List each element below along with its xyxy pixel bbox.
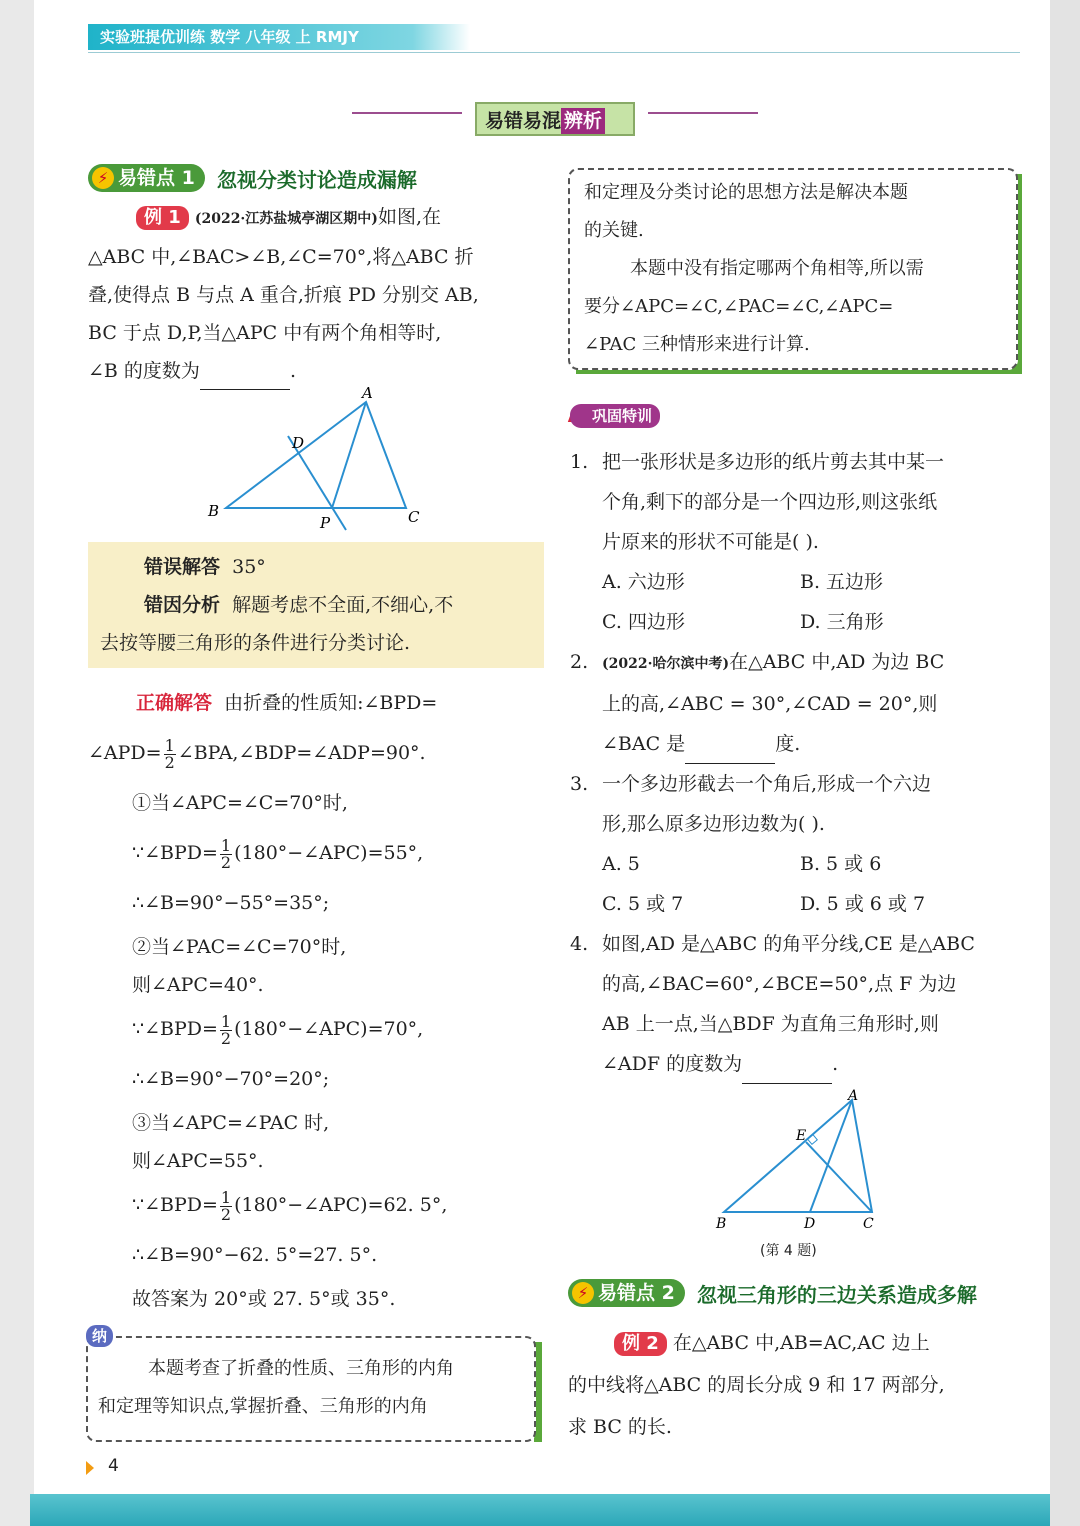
case-3: ③当∠APC=∠PAC 时, [132,1112,330,1134]
q1-line-2: 个角,剩下的部分是一个四边形,则这张纸 [602,491,938,513]
label-b: B [208,502,220,520]
q2-source: (2022·哈尔滨中考) [602,656,730,672]
example-2-line-2: 的中线将△ABC 的周长分成 9 和 17 两部分, [568,1374,945,1396]
q2-number: 2. [570,651,589,673]
bisector-ad [810,1100,852,1212]
example-2-tag: 例 2 [614,1332,667,1356]
case-2-a: ∵∠BPD= [132,1018,218,1040]
summary-line-1: 本题考查了折叠的性质、三角形的内角 [148,1358,454,1379]
numerator: 1 [220,835,232,855]
question-3 [570,764,1026,804]
correct-line-1b: ∠BPA,∠BDP=∠ADP=90°. [177,742,426,764]
example-1-line-1: 如图,在 [377,206,441,228]
label-a: A [362,384,373,402]
summary-line-2: 和定理等知识点,掌握折叠、三角形的内角 [98,1396,428,1417]
case-3-a: ∵∠BPD= [132,1194,218,1216]
q3-option-b: B. 5 或 6 [800,853,882,875]
example-1-tag: 例 1 [136,206,189,230]
q2-line-3a: ∠BAC 是 [602,733,686,755]
title-rule-right [648,112,758,114]
denominator: 2 [220,1028,232,1048]
q1-option-a: A. 六边形 [602,571,685,593]
q1-option-c: C. 四边形 [602,611,685,633]
label-a: A [848,1088,859,1104]
q2-line-1: 在△ABC 中,AD 为边 BC [729,651,945,673]
case-1-b: (180°−∠APC)=55°, [234,842,424,864]
q2-line-3b: 度. [775,733,801,755]
example-1-source: (2022·江苏盐城亭湖区期中) [194,211,378,227]
summary-line-6: 要分∠APC=∠C,∠PAC=∠C,∠APC= [584,296,894,317]
question-2 [570,642,1026,684]
fraction [220,1187,232,1224]
summary-line-3: 和定理及分类讨论的思想方法是解决本题 [584,182,908,203]
numerator: 1 [220,1011,232,1031]
scan-edge-left [0,0,34,1526]
example-2-line-1: 在△ABC 中,AB=AC,AC 边上 [672,1332,930,1354]
q4-line-4a: ∠ADF 的度数为 [602,1053,743,1075]
label-d: D [292,434,305,452]
label-c: C [408,508,420,526]
example-1-line-2: △ABC 中,∠BAC>∠B,∠C=70°,将△ABC 折 [88,246,474,268]
q4-line-2: 的高,∠BAC=60°,∠BCE=50°,点 F 为边 [602,973,957,995]
error-point-2-title: 忽视三角形的三边关系造成多解 [696,1282,977,1307]
question-1 [570,442,1026,482]
summary-left-text [98,1350,528,1426]
error-analysis-label: 错因分析 [144,594,221,616]
answer-blank [742,1061,832,1084]
q1-line-1: 把一张形状是多边形的纸片剪去其中某一 [602,451,945,473]
scan-edge-right [1050,0,1080,1526]
label-d: D [804,1216,816,1232]
q3-option-c: C. 5 或 7 [602,893,684,915]
summary-right-text [584,174,1014,364]
fraction [220,1011,232,1048]
error-point-1-label: 易错点 1 [118,167,195,189]
title-rule-left [352,112,462,114]
case-2-c: ∴∠B=90°−70°=20°; [132,1068,330,1090]
denominator: 2 [164,752,175,772]
triangle-abc [724,1100,872,1212]
q3-line-2: 形,那么原多边形边数为( ). [602,813,825,835]
summary-line-4: 的关键. [584,220,644,241]
q3-option-d: D. 5 或 6 或 7 [800,893,926,915]
correct-line-1a: ∠APD= [88,742,162,764]
summary-tag: 纳 [86,1325,113,1347]
training-questions [570,442,1026,1084]
q3-line-1: 一个多边形截去一个角后,形成一个六边 [602,773,932,795]
q3-number: 3. [570,773,589,795]
q4-line-3: AB 上一点,当△BDF 为直角三角形时,则 [602,1013,939,1035]
error-analysis-text-1: 解题考虑不全面,不细心,不 [232,594,454,616]
case-1-a: ∵∠BPD= [132,842,218,864]
label-b: B [716,1216,727,1232]
example-1 [88,198,544,390]
case-2-x: 则∠APC=40°. [132,974,264,996]
case-2-b: (180°−∠APC)=70°, [234,1018,424,1040]
numerator: 1 [220,1187,232,1207]
wrong-answer-value: 35° [232,556,266,578]
summary-line-7: ∠PAC 三种情形来进行计算. [584,334,810,355]
error-analysis-text-2: 去按等腰三角形的条件进行分类讨论. [100,632,411,654]
lightning-icon: ⚡ [572,1282,594,1304]
case-3-c: ∴∠B=90°−62. 5°=27. 5°. [132,1244,378,1266]
q2-line-2: 上的高,∠ABC = 30°,∠CAD = 20°,则 [602,693,938,715]
fraction [164,735,176,772]
q4-line-4b: . [832,1053,839,1075]
page-arrow-icon [86,1461,94,1475]
q1-option-b: B. 五边形 [800,571,884,593]
figure-4 [706,1088,886,1238]
training-tag: 巩固特训 [570,404,660,428]
denominator: 2 [220,852,232,872]
section-title [475,102,635,136]
figure-1 [196,384,436,534]
label-p: P [320,514,331,532]
lightning-icon: ⚡ [92,167,114,189]
error-point-1-title: 忽视分类讨论造成漏解 [216,167,417,192]
case-1: ①当∠APC=∠C=70°时, [132,792,348,814]
q4-number: 4. [570,933,589,955]
wrong-answer-label: 错误解答 [144,556,221,578]
example-1-line-3: 叠,使得点 B 与点 A 重合,折痕 PD 分别交 AB, [88,284,479,306]
error-point-2 [568,1278,977,1308]
case-3-x: 则∠APC=55°. [132,1150,264,1172]
page-number: 4 [108,1456,119,1476]
section-title-plain: 易错易混 [485,110,562,132]
case-2: ②当∠PAC=∠C=70°时, [132,936,347,958]
header-rule [88,52,1020,53]
example-1-line-4: BC 于点 D,P,当△APC 中有两个角相等时, [88,322,442,344]
correct-answer-label: 正确解答 [136,692,213,714]
footer-bar [30,1494,1050,1526]
correct-solution [88,678,548,1318]
example-1-line-5: ∠B 的度数为 [88,360,200,382]
q4-line-1: 如图,AD 是△ABC 的角平分线,CE 是△ABC [602,933,975,955]
label-e: E [796,1128,807,1144]
label-c: C [863,1216,874,1232]
figure-4-caption: (第 4 题) [760,1243,817,1259]
answer-blank [685,741,775,764]
correct-intro: 由折叠的性质知:∠BPD= [224,692,438,714]
final-answer: 故答案为 20°或 27. 5°或 35°. [132,1288,396,1310]
section-title-highlight: 辨析 [561,108,605,134]
fraction [220,835,232,872]
summary-line-5: 本题中没有指定哪两个角相等,所以需 [630,258,924,279]
wrong-answer [100,548,540,662]
example-2-line-3: 求 BC 的长. [568,1416,672,1438]
triangle-abc [226,402,406,508]
example-2 [568,1322,1024,1448]
q1-option-d: D. 三角形 [800,611,884,633]
error-point-2-label: 易错点 2 [598,1282,675,1304]
numerator: 1 [164,735,175,755]
denominator: 2 [220,1204,232,1224]
case-3-b: (180°−∠APC)=62. 5°, [234,1194,448,1216]
segment-ap [332,402,366,508]
error-point-1 [88,163,417,193]
q3-option-a: A. 5 [602,853,640,875]
book-header: 实验班提优训练 数学 八年级 上 RMJY [88,24,470,50]
question-4 [570,924,1026,964]
q1-line-3: 片原来的形状不可能是( ). [602,531,819,553]
example-1-end: . [289,360,296,382]
q1-number: 1. [570,451,589,473]
case-1-c: ∴∠B=90°−55°=35°; [132,892,330,914]
